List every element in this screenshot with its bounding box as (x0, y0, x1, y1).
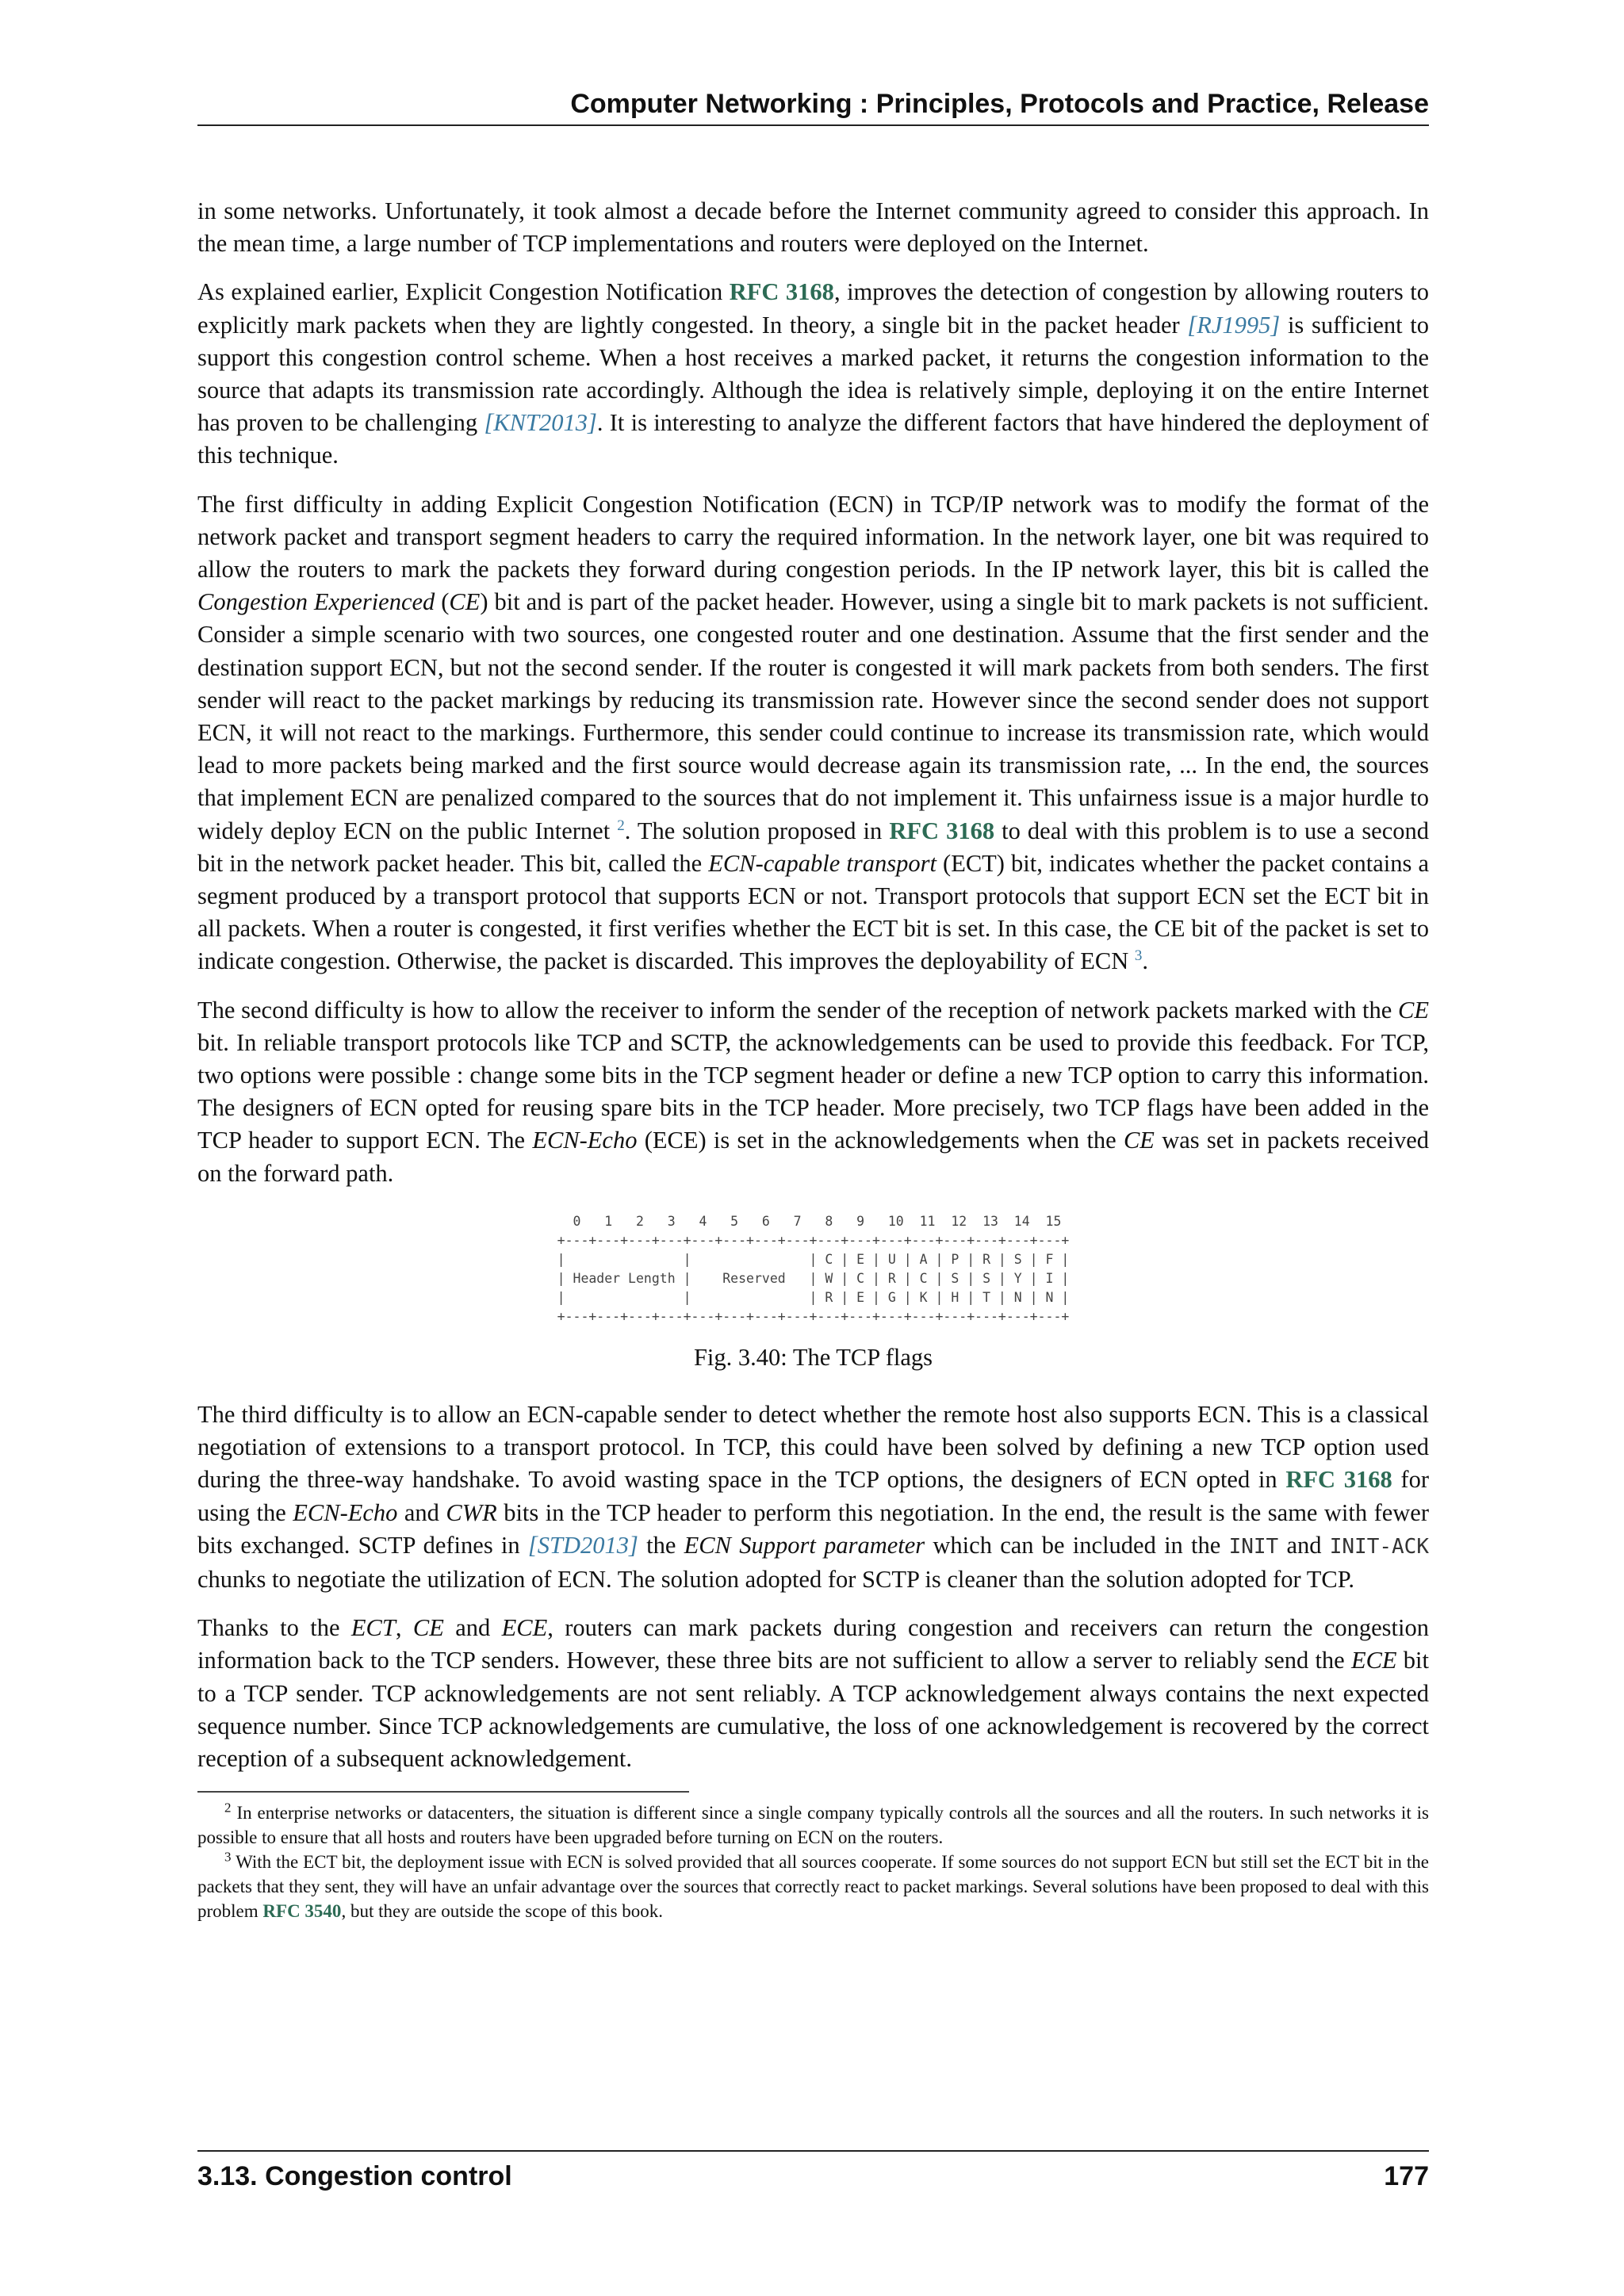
paragraph-text: ( (435, 588, 450, 616)
footnote-text: With the ECT bit, the deployment issue with ECN is solved provided that all sources cooperate. If some sources do not support ECN but still set the ECT bit in the packets that they sent, they will have an unfair advantage over the sources that correctly react to packet markings. Several solutions have been proposed to deal with this problem (197, 1852, 1429, 1922)
paragraph-text: bit. In reliable transport protocols like TCP and SCTP, the acknowledgements can be used to provide this feedback. For TCP, two options were possible : change some bits in the TCP segment header or define a new TCP option to carry this information. The designers of ECN opted for reusing spare bits in the TCP header. More precisely, two TCP flags have been added in the TCP header to support ECN. The (197, 1028, 1429, 1154)
footnote-2 (197, 1800, 1429, 1850)
emphasis: ECT (350, 1614, 396, 1642)
tcp-flags-diagram: 0 1 2 3 4 5 6 7 8 9 10 11 12 13 14 15 +---+---+---+---+---+---+---+---+---+---+---+---+---+---+---+---+ | | | C | E | U | A | P | R | S | F | | Header Length | Reserved | W | C | R | C | S | S | Y | I | | | | R | E | G | K | H | T | N | N | +---+---+---+---+---+---+---+---+---+---+---+---+---+---+---+---+ (557, 1213, 1070, 1324)
footnote-ref[interactable]: 2 (617, 817, 625, 834)
emphasis: ECE (501, 1614, 548, 1642)
rfc-link[interactable]: RFC 3168 (1285, 1466, 1392, 1494)
emphasis: ECN-Echo (532, 1127, 638, 1154)
emphasis: CWR (446, 1498, 497, 1526)
citation-link[interactable]: [STD2013] (527, 1531, 638, 1559)
emphasis: ECE (1350, 1647, 1397, 1674)
paragraph-text: Thanks to the (197, 1614, 351, 1642)
page-number: 177 (1384, 2161, 1429, 2191)
rfc-link[interactable]: RFC 3168 (729, 278, 834, 306)
emphasis: ECN-Echo (293, 1498, 398, 1526)
paragraph-text: and (443, 1614, 502, 1642)
paragraph-text: (ECT) bit, indicates whether the packet contains a segment produced by a transport protocol that supports ECN or not. Transport protocols that support ECN set the ECT bit in all packets. When a router is congested, it first verifies whether the ECT bit is set. In this case, the CE bit of the packet is set to indicate congestion. Otherwise, the packet is discarded. This improves the deployability of ECN (197, 849, 1429, 975)
paragraph-text: . It is interesting to analyze the different factors that have hindered the deployment of this technique. (197, 409, 1429, 469)
emphasis: ECN-capable transport (708, 849, 936, 877)
page-body (197, 195, 1429, 1923)
paragraph-text: (ECE) is set in the acknowledgements when the (637, 1127, 1124, 1154)
paragraph-text: to deal with this problem is to use a second bit in the network packet header. This bit, called the (197, 817, 1430, 877)
emphasis: CE (1123, 1127, 1155, 1154)
emphasis: CE (1398, 996, 1429, 1024)
section-title: 3.13. Congestion control (197, 2161, 512, 2191)
footnote-number: 2 (224, 1800, 232, 1816)
paragraph (197, 276, 1429, 472)
footnote-divider (197, 1791, 689, 1793)
paragraph (197, 994, 1429, 1190)
paragraph-text: ) bit and is part of the packet header. However, using a single bit to mark packets is not sufficient. Consider a simple scenario with two sources, one congested router and one destination. Assume that the first sender and the destination support ECN, but not the second sender. If the router is congested it will mark packets from both senders. The first sender will react to the packet markings by reducing its transmission rate. However since the second sender does not support ECN, it will not react to the markings. Furthermore, this sender could continue to increase its transmission rate, which would lead to more packets being marked and the first source would decrease again its transmission rate, ... In the end, the sources that implement ECN are penalized compared to the sources that do not implement it. This unfairness issue is a major hurdle to widely deploy ECN on the public Internet (197, 588, 1429, 844)
footnote-3 (197, 1850, 1429, 1923)
paragraph-text: , routers can mark packets during congestion and receivers can return the congestion information back to the TCP senders. However, these three bits are not sufficient to allow a server to reliably send the (197, 1614, 1430, 1674)
figure-caption: Fig. 3.40: The TCP flags (693, 1343, 933, 1371)
paragraph-text: and (1278, 1531, 1330, 1559)
emphasis: CE (412, 1614, 444, 1642)
inline-code: INIT-ACK (1329, 1534, 1429, 1559)
paragraph-text: in some networks. Unfortunately, it took almost a decade before the Internet community agreed to consider this approach. In the mean time, a large number of TCP implementations and routers were deployed on the Internet. (197, 197, 1429, 258)
emphasis: Congestion Experienced (197, 588, 435, 616)
paragraph-text: . (1142, 947, 1148, 975)
paragraph-text: was set in packets received on the forward path. (197, 1127, 1429, 1187)
paragraph-text: and (397, 1498, 446, 1526)
paragraph-text: bits in the TCP header to perform this negotiation. In the end, the result is the same with fewer bits exchanged. SCTP defines in (197, 1498, 1429, 1559)
rfc-link[interactable]: RFC 3168 (889, 817, 995, 844)
inline-code: INIT (1228, 1534, 1279, 1559)
citation-link[interactable]: [KNT2013] (484, 409, 597, 437)
paragraph-text: the (638, 1531, 684, 1559)
book-title: Computer Networking : Principles, Protocols and Practice, Release (570, 89, 1429, 119)
paragraph-text: which can be included in the (925, 1531, 1229, 1559)
paragraph-text: The third difficulty is to allow an ECN-capable sender to detect whether the remote host also supports ECN. This is a classical negotiation of extensions to a transport protocol. In TCP, this could have been solved by defining a new TCP option used during the three-way handshake. To avoid wasting space in the TCP options, the designers of ECN opted in (197, 1400, 1429, 1494)
figure-tcp-flags (197, 1212, 1429, 1372)
paragraph (197, 1399, 1429, 1596)
rfc-link[interactable]: RFC 3540 (262, 1901, 342, 1922)
paragraph-text: is sufficient to support this congestion control scheme. When a host receives a marked packet, it returns the congestion information to the source that adapts its transmission rate accordingly. Although the idea is relatively simple, deploying it on the entire Internet has proven to be challenging (197, 311, 1430, 437)
running-header (197, 89, 1429, 126)
running-footer (197, 2150, 1429, 2192)
paragraph-text: , (395, 1614, 413, 1642)
footnote-ref[interactable]: 3 (1134, 947, 1143, 965)
footnote-text: In enterprise networks or datacenters, the situation is different since a single company typically controls all the sources and all the routers. In such networks it is possible to ensure that all hosts and routers have been upgraded before turning on ECN on the routers. (197, 1803, 1429, 1848)
paragraph-text: bit to a TCP sender. TCP acknowledgements are not sent reliably. A TCP acknowledgement always contains the next expected sequence number. Since TCP acknowledgements are cumulative, the loss of one acknowledgement is recovered by the correct reception of a subsequent acknowledgement. (197, 1647, 1429, 1772)
paragraph-text: chunks to negotiate the utilization of ECN. The solution adopted for SCTP is cleaner than the solution adopted for TCP. (197, 1565, 1354, 1593)
footnote-number: 3 (224, 1849, 232, 1865)
footnote-text: , but they are outside the scope of this book. (341, 1901, 664, 1922)
paragraph (197, 195, 1429, 260)
paragraph-text: The second difficulty is how to allow the receiver to inform the sender of the reception of network packets marked with the (197, 996, 1399, 1024)
paragraph-text: , improves the detection of congestion by allowing routers to explicitly mark packets when they are lightly congested. In theory, a single bit in the packet header (197, 278, 1429, 339)
paragraph-text: As explained earlier, Explicit Congestion Notification (197, 278, 730, 306)
citation-link[interactable]: [RJ1995] (1187, 311, 1281, 339)
paragraph-text: . The solution proposed in (624, 817, 890, 844)
paragraph-text: The first difficulty in adding Explicit Congestion Notification (ECN) in TCP/IP network was to modify the format of the network packet and transport segment headers to carry the required information. In the network layer, one bit was required to allow the routers to mark the packets they forward during congestion periods. In the IP network layer, this bit is called the (197, 490, 1429, 584)
paragraph (197, 1612, 1429, 1775)
paragraph-text: for using the (197, 1466, 1429, 1526)
paragraph (197, 488, 1429, 978)
emphasis: ECN Support parameter (684, 1531, 925, 1559)
emphasis: CE (449, 588, 481, 616)
